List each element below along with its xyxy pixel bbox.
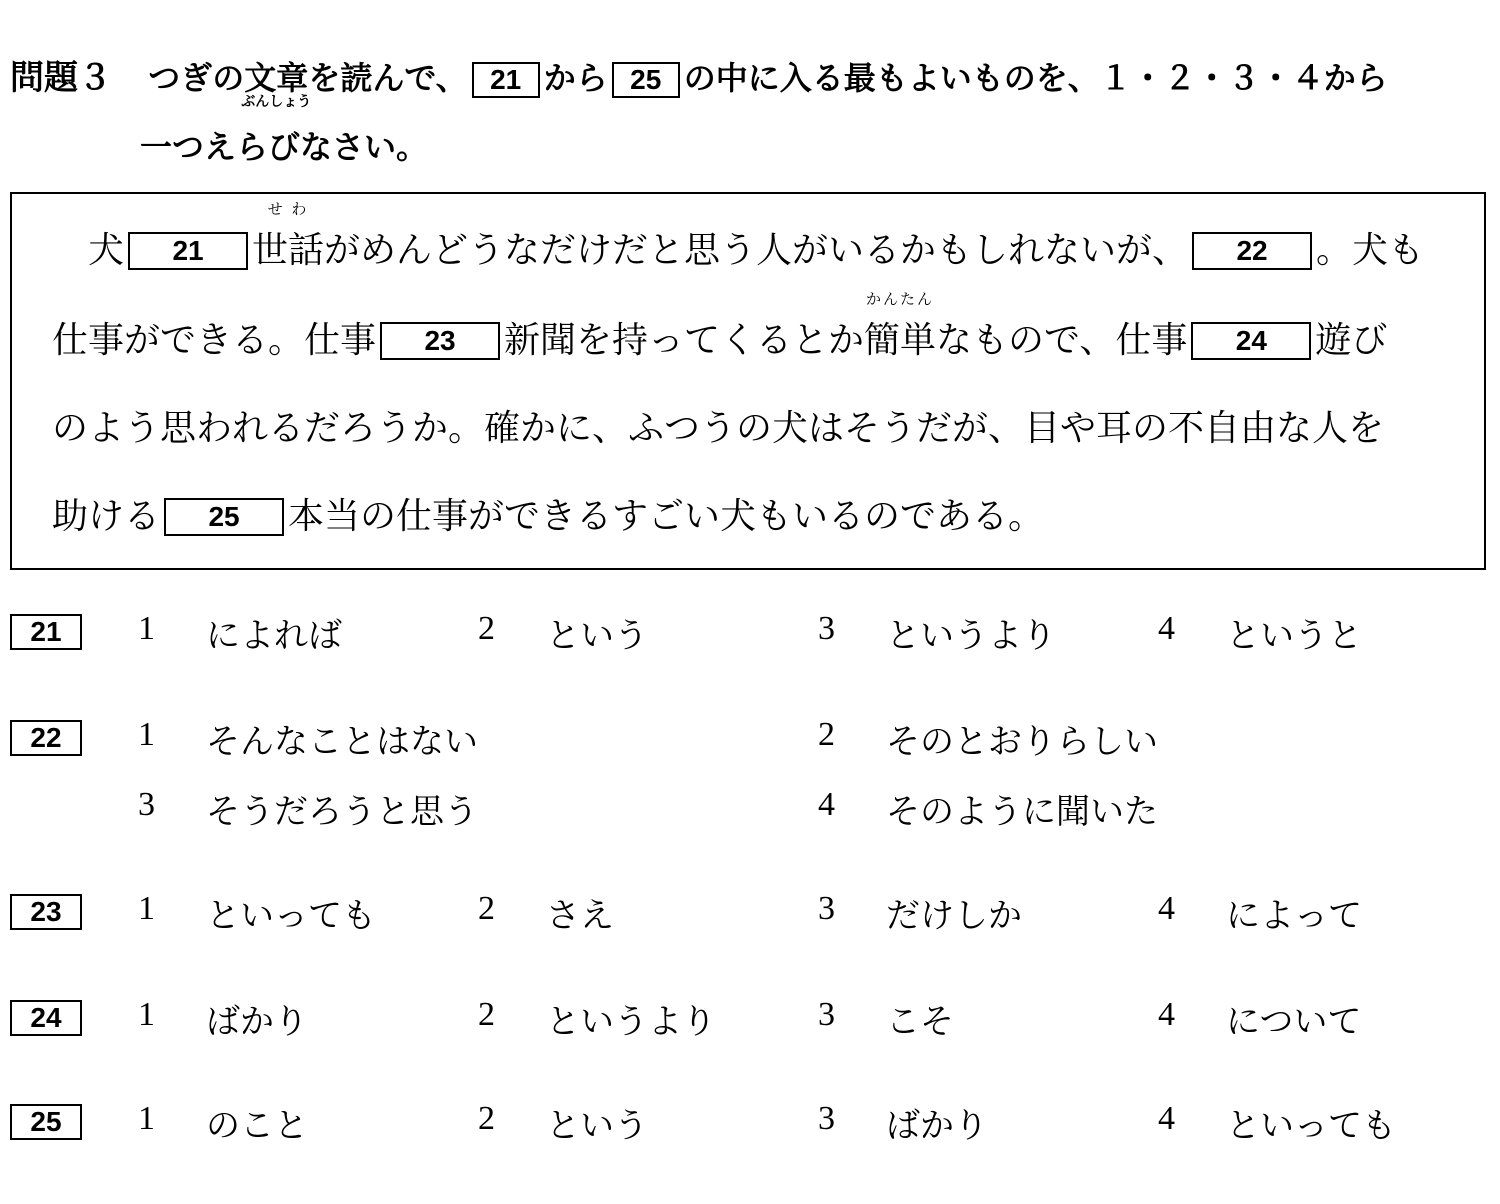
instruction-text-4: の中に入る最もよいものを、１・２・３・４から xyxy=(683,59,1388,97)
instruction-line-2: 一つえらびなさい。 xyxy=(140,128,429,166)
option-number: 1 xyxy=(138,890,155,927)
option-text[interactable]: という xyxy=(546,616,648,656)
passage-text: 。犬も xyxy=(1316,230,1425,271)
passage-text: 犬 xyxy=(88,230,125,271)
option-text[interactable]: ばかり xyxy=(206,1002,308,1042)
passage-text: 新聞を持ってくるとか xyxy=(504,320,865,361)
option-text[interactable]: そのとおりらしい xyxy=(886,722,1158,762)
option-text[interactable]: というと xyxy=(1226,616,1362,656)
option-text[interactable]: といっても xyxy=(206,896,376,936)
option-number: 1 xyxy=(138,716,155,753)
question-label-25: 25 xyxy=(10,1104,82,1140)
bunshou-ruby: ぶんしょう xyxy=(241,94,312,110)
option-number: 3 xyxy=(818,1100,835,1137)
kantan-kanji: 簡単 xyxy=(864,320,937,361)
option-text[interactable]: ばかり xyxy=(886,1106,988,1146)
passage-text: 助ける xyxy=(52,496,161,537)
option-text[interactable]: について xyxy=(1226,1002,1362,1042)
kantan-ruby: かんたん xyxy=(866,290,935,308)
option-number: 1 xyxy=(138,1100,155,1137)
option-text[interactable]: といっても xyxy=(1226,1106,1396,1146)
instruction-line-1 xyxy=(10,50,1388,110)
option-text[interactable]: こそ xyxy=(886,1002,954,1042)
question-label-21: 21 xyxy=(10,614,82,650)
option-text[interactable]: そんなことはない xyxy=(206,722,478,762)
option-text[interactable]: というより xyxy=(546,1002,716,1042)
option-number: 4 xyxy=(1158,610,1175,647)
kantan-word xyxy=(864,290,937,363)
option-number: 4 xyxy=(1158,996,1175,1033)
option-number: 1 xyxy=(138,610,155,647)
option-text[interactable]: という xyxy=(546,1106,648,1146)
option-number: 2 xyxy=(478,610,495,647)
bunshou-word xyxy=(241,53,312,110)
option-number: 2 xyxy=(818,716,835,753)
option-number: 3 xyxy=(138,786,155,823)
passage-text: がめんどうなだけだと思う人がいるかもしれないが、 xyxy=(324,230,1189,271)
instruction-text-2: を読んで、 xyxy=(308,59,468,97)
passage-line-2 xyxy=(52,290,1388,363)
passage-text: 仕事ができる。仕事 xyxy=(52,320,377,361)
blank-21: 21 xyxy=(128,232,248,270)
option-number: 2 xyxy=(478,1100,495,1137)
option-number: 3 xyxy=(818,610,835,647)
blank-24: 24 xyxy=(1191,322,1311,360)
instruction-text-1: つぎの xyxy=(148,59,245,97)
passage-line-3: のよう思われるだろうか。確かに、ふつうの犬はそうだが、目や耳の不自由な人を xyxy=(52,408,1385,449)
option-number: 2 xyxy=(478,890,495,927)
blank-22: 22 xyxy=(1192,232,1312,270)
option-number: 4 xyxy=(1158,890,1175,927)
option-text[interactable]: というより xyxy=(886,616,1056,656)
passage-line-4 xyxy=(52,488,1044,539)
sewa-ruby: せ わ xyxy=(267,200,309,218)
passage-line-1 xyxy=(88,200,1425,273)
option-number: 4 xyxy=(818,786,835,823)
sewa-kanji: 世話 xyxy=(252,230,325,271)
option-number: 4 xyxy=(1158,1100,1175,1137)
option-number: 2 xyxy=(478,996,495,1033)
blank-ref-21: 21 xyxy=(472,62,540,98)
blank-ref-25: 25 xyxy=(612,62,680,98)
option-number: 3 xyxy=(818,890,835,927)
question-label-23: 23 xyxy=(10,894,82,930)
blank-25: 25 xyxy=(164,498,284,536)
option-text[interactable]: だけしか xyxy=(886,896,1022,936)
sewa-word xyxy=(252,200,325,273)
option-number: 3 xyxy=(818,996,835,1033)
passage-text: 遊び xyxy=(1315,320,1388,361)
passage-text: なもので、仕事 xyxy=(936,320,1188,361)
problem-heading: 問題３ xyxy=(10,58,112,98)
option-text[interactable]: のこと xyxy=(206,1106,308,1146)
bunshou-kanji: 文章 xyxy=(244,59,309,97)
option-text[interactable]: さえ xyxy=(546,896,614,936)
option-text[interactable]: によって xyxy=(1226,896,1362,936)
option-text[interactable]: そうだろうと思う xyxy=(206,792,478,832)
option-number: 1 xyxy=(138,996,155,1033)
question-label-22: 22 xyxy=(10,720,82,756)
blank-23: 23 xyxy=(380,322,500,360)
option-text[interactable]: そのように聞いた xyxy=(886,792,1158,832)
instruction-text-3: から xyxy=(543,59,608,97)
question-label-24: 24 xyxy=(10,1000,82,1036)
passage-text: 本当の仕事ができるすごい犬もいるのである。 xyxy=(288,496,1045,537)
option-text[interactable]: によれば xyxy=(206,616,342,656)
